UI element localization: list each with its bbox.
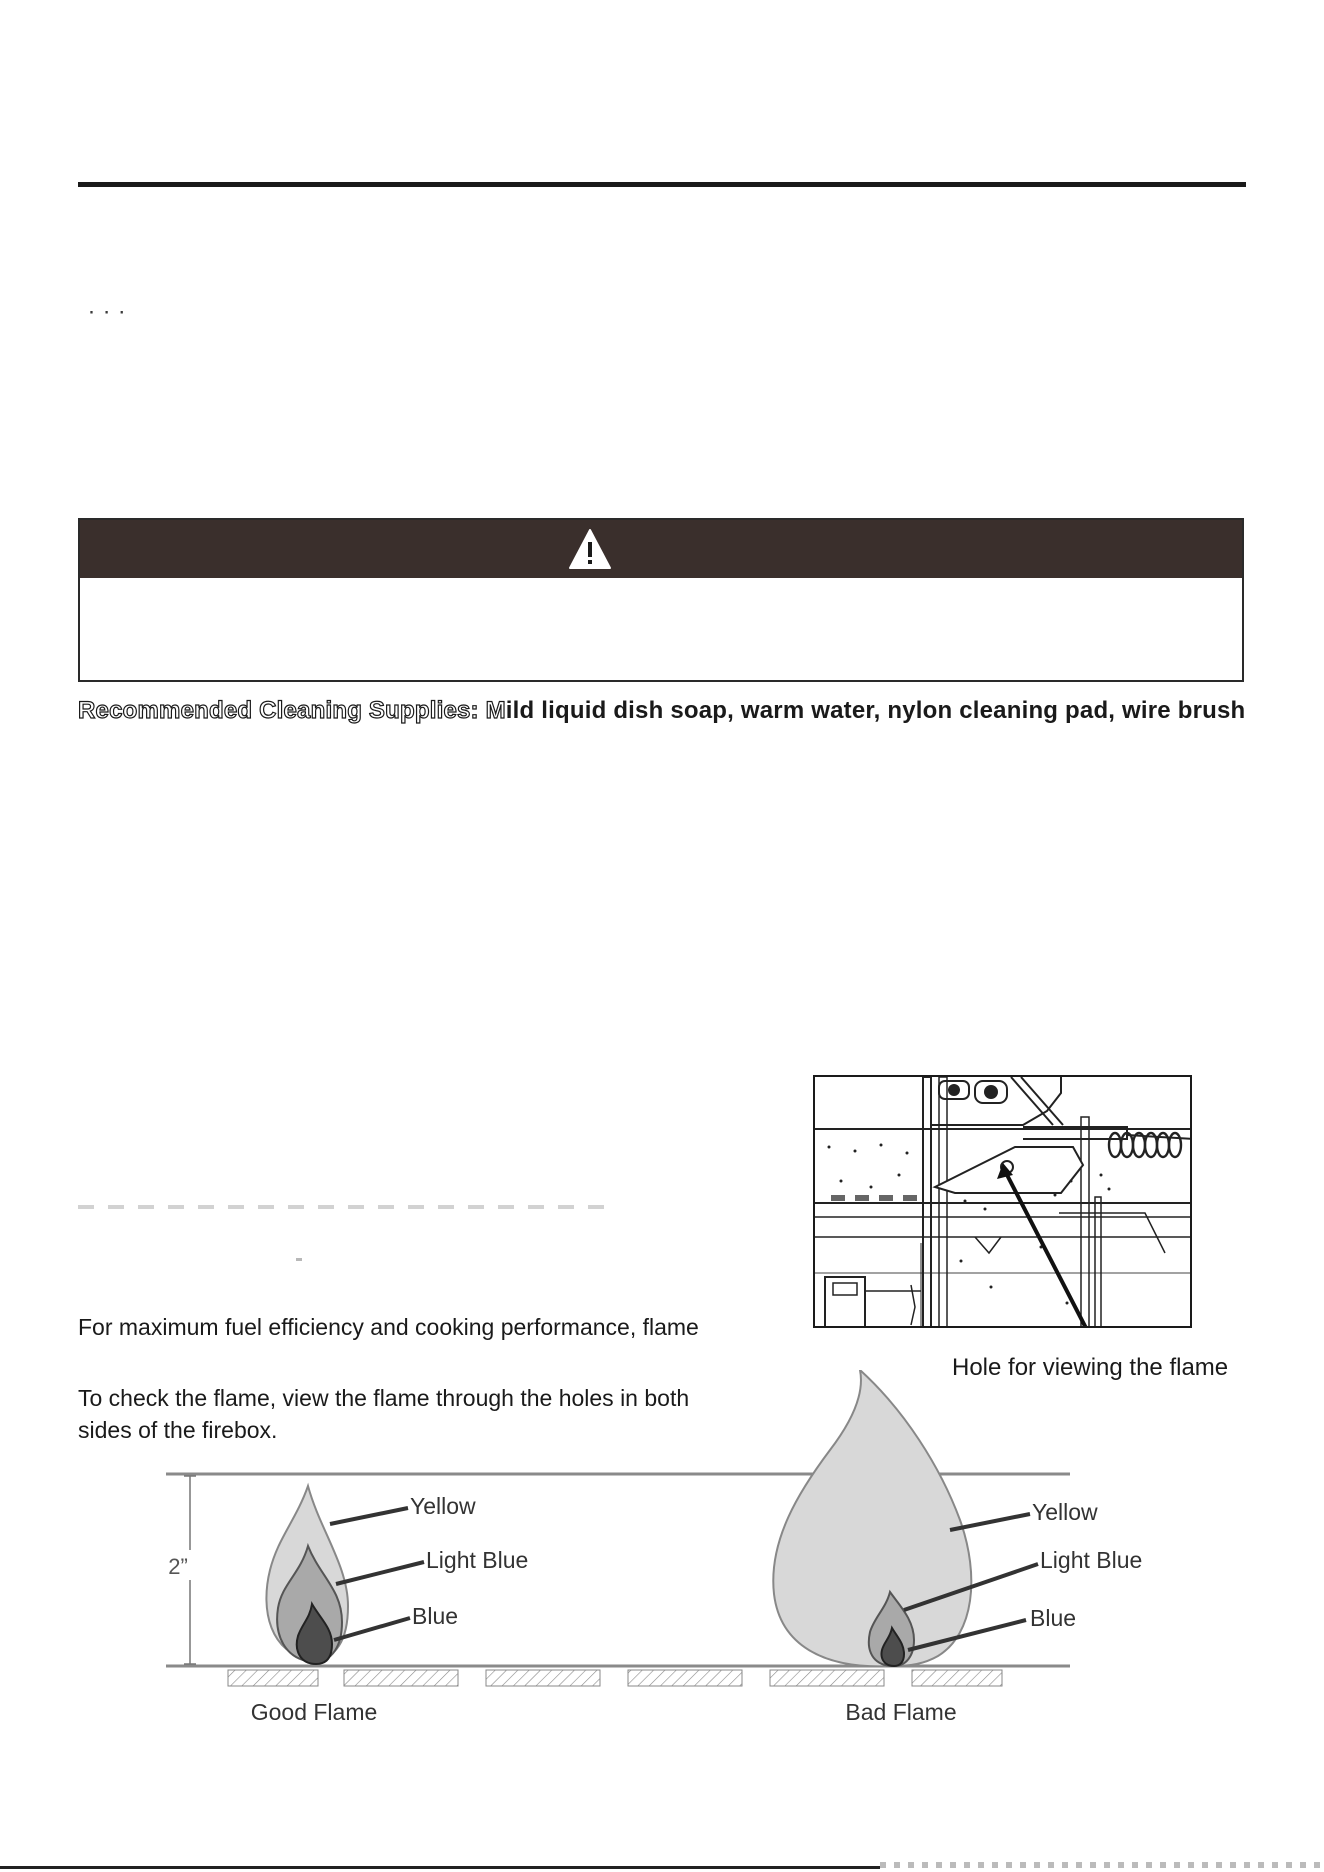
grill-firebox-illustration: [815, 1077, 1192, 1328]
good-flame: [251, 1486, 529, 1725]
good-yellow-label: Yellow: [410, 1493, 476, 1519]
footer-rule: [0, 1866, 880, 1869]
cleaning-supplies-line: [78, 697, 1245, 725]
flame-comparison-diagram: [150, 1370, 1190, 1740]
warning-header: [80, 520, 1242, 578]
photo-caption: Hole for viewing the flame: [952, 1354, 1229, 1381]
height-label: 2”: [168, 1554, 188, 1579]
bad-blue-label: Blue: [1030, 1605, 1077, 1631]
bad-yellow-label: Yellow: [1032, 1499, 1098, 1525]
faded-text-mark: [296, 1258, 302, 1261]
flame-check-text-line2: sides of the firebox.: [78, 1417, 278, 1443]
bad-flame-yellow-zone: [773, 1370, 971, 1666]
warning-triangle-icon: [568, 528, 612, 570]
partial-text-fragment: ⋅ ⋅ ⋅: [88, 300, 127, 325]
supplies-list: ild liquid dish soap, warm water, nylon cleaning pad, wire brush: [505, 697, 1246, 724]
good-flame-title: Good Flame: [250, 1699, 378, 1725]
footer-faded-text: [880, 1862, 1324, 1868]
warning-box: [78, 518, 1244, 682]
grill-firebox-photo: [813, 1075, 1192, 1328]
faded-text-line: [78, 1205, 618, 1209]
top-rule: [78, 182, 1246, 187]
good-blue-label: Blue: [412, 1603, 459, 1629]
flame-check-text-line1: To check the flame, view the flame through the holes in both: [78, 1385, 690, 1411]
burner-ports: [228, 1670, 1002, 1686]
good-light-blue-label: Light Blue: [426, 1547, 529, 1573]
supplies-label: Recommended Cleaning Supplies: M: [78, 697, 506, 724]
bad-flame-title: Bad Flame: [845, 1699, 957, 1725]
flame-efficiency-text: For maximum fuel efficiency and cooking performance, flame: [78, 1314, 699, 1340]
bad-light-blue-label: Light Blue: [1040, 1547, 1143, 1573]
